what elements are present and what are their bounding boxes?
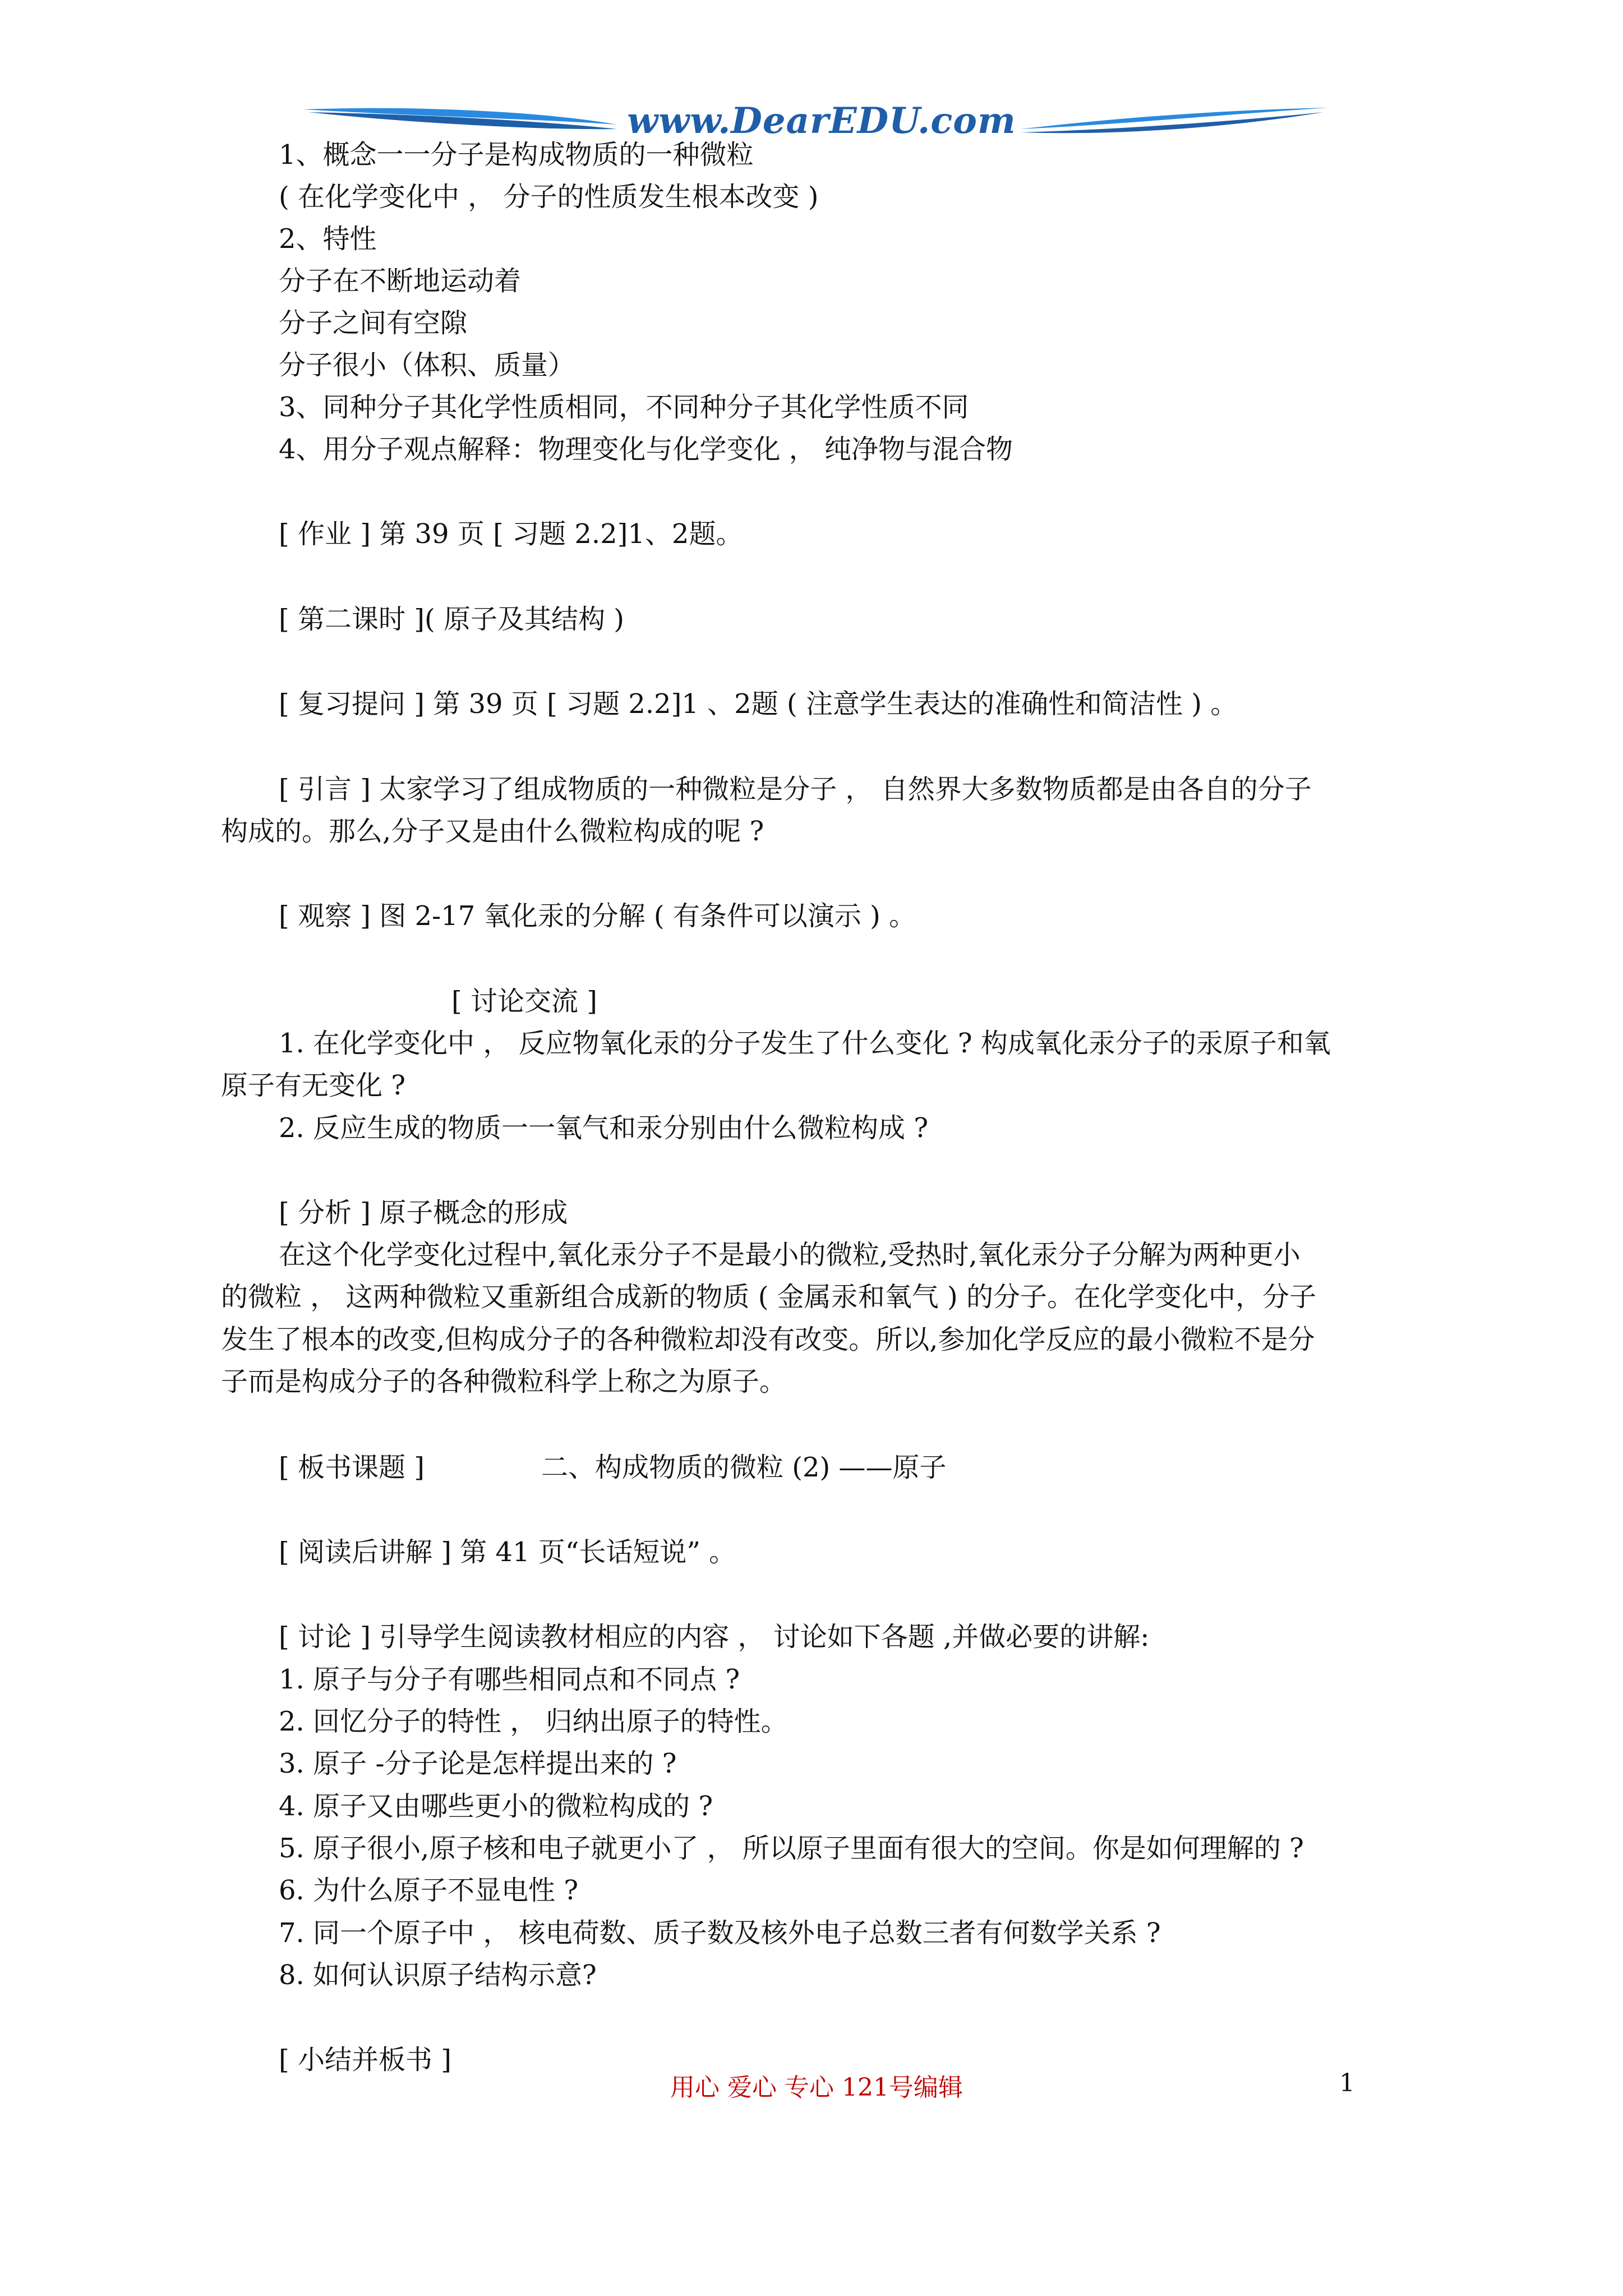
text-line: [ 讨论 ] 引导学生阅读教材相应的内容 ， 讨论如下各题 ,并做必要的讲解:	[279, 1621, 1150, 1653]
text-line: 1. 在化学变化中 ， 反应物氧化汞的分子发生了什么变化 ? 构成氧化汞分子的汞原子和氧	[279, 1028, 1331, 1059]
text-line: 原子有无变化 ?	[221, 1070, 405, 1101]
footer-slogan: 用心 爱心 专心 121号编辑	[670, 2073, 963, 2102]
text-line: [ 板书课题 ]	[279, 1452, 425, 1483]
text-line: [ 作业 ] 第 39 页 [ 习题 2.2]1、2题。	[279, 518, 743, 550]
text-line: 构成的。那么,分子又是由什么微粒构成的呢 ?	[221, 816, 764, 847]
text-line: 3. 原子 -分子论是怎样提出来的 ?	[279, 1748, 677, 1779]
text-line: 5. 原子很小,原子核和电子就更小了 ， 所以原子里面有很大的空间。你是如何理解的 ?	[279, 1833, 1304, 1864]
text-line: [ 阅读后讲解 ] 第 41 页“长话短说” 。	[279, 1536, 736, 1568]
text-line: 2. 反应生成的物质一一氧气和汞分别由什么微粒构成 ?	[279, 1112, 929, 1144]
text-line: 1、概念一一分子是构成物质的一种微粒	[279, 139, 754, 171]
text-line: 在这个化学变化过程中,氧化汞分子不是最小的微粒,受热时,氧化汞分子分解为两种更小	[279, 1239, 1301, 1271]
text-line: ( 在化学变化中 ， 分子的性质发生根本改变 )	[279, 181, 819, 213]
text-line: [ 小结并板书 ]	[279, 2044, 451, 2076]
text-line: 1. 原子与分子有哪些相同点和不同点 ?	[279, 1664, 740, 1695]
text-line: 7. 同一个原子中 ， 核电荷数、质子数及核外电子总数三者有何数学关系 ?	[279, 1917, 1161, 1949]
text-line: 子而是构成分子的各种微粒科学上称之为原子。	[221, 1366, 787, 1397]
site-logo-text[interactable]: www.DearEDU.com	[627, 100, 1016, 142]
text-line: 2. 回忆分子的特性 ， 归纳出原子的特性。	[279, 1706, 788, 1737]
text-line: 4、用分子观点解释：物理变化与化学变化 ， 纯净物与混合物	[279, 434, 1013, 465]
text-line: 8. 如何认识原子结构示意?	[279, 1959, 597, 1991]
text-line: 分子在不断地运动着	[279, 265, 522, 297]
page-number: 1	[1339, 2069, 1355, 2097]
text-line: 6. 为什么原子不显电性 ?	[279, 1875, 579, 1906]
text-line: 的微粒 ， 这两种微粒又重新组合成新的物质 ( 金属汞和氧气 ) 的分子。在化学变化中，分子	[221, 1281, 1317, 1313]
text-line: 发生了根本的改变,但构成分子的各种微粒却没有改变。所以,参加化学反应的最小微粒不是分	[221, 1324, 1315, 1355]
text-line: [ 复习提问 ] 第 39 页 [ 习题 2.2]1 、2题 ( 注意学生表达的准确性和简洁性 ) 。	[279, 688, 1238, 720]
text-line: 分子之间有空隙	[279, 307, 468, 339]
text-line: [ 观察 ] 图 2-17 氧化汞的分解 ( 有条件可以演示 ) 。	[279, 900, 916, 932]
text-line: 3、同种分子其化学性质相同，不同种分子其化学性质不同	[279, 392, 969, 423]
text-line: 分子很小（体积、质量）	[279, 349, 575, 381]
text-line: [ 讨论交流 ]	[451, 986, 597, 1017]
text-line: 4. 原子又由哪些更小的微粒构成的 ?	[279, 1791, 713, 1822]
text-line: [ 第二课时 ]( 原子及其结构 )	[279, 604, 624, 635]
text-line: 二、构成物质的微粒 (2) ——原子	[541, 1452, 947, 1483]
text-line: [ 引言 ] 太家学习了组成物质的一种微粒是分子 ， 自然界大多数物质都是由各自的分子	[279, 774, 1312, 805]
text-line: 2、特性	[279, 223, 377, 255]
text-line: [ 分析 ] 原子概念的形成	[279, 1197, 568, 1228]
